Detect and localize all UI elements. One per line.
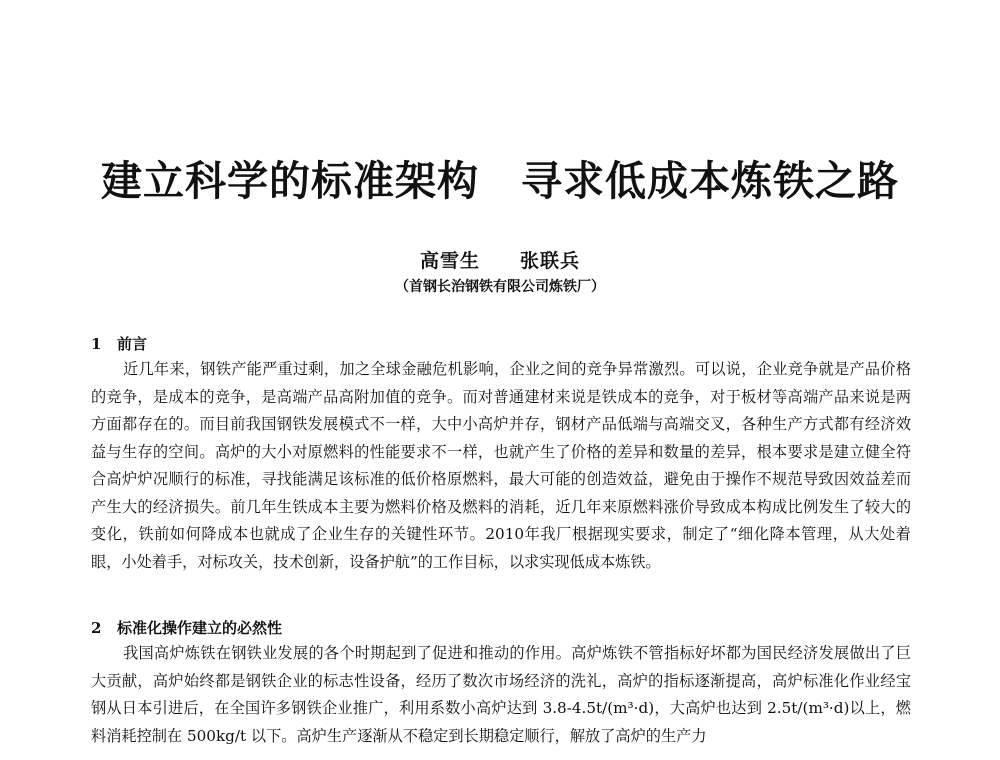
article-title: 建立科学的标准架构 寻求低成本炼铁之路 xyxy=(101,157,899,205)
section-number: 1 xyxy=(91,335,102,353)
affiliation: （首钢长治钢铁有限公司炼铁厂） xyxy=(395,279,605,295)
section-paragraph-2: 我国高炉炼铁在钢铁业发展的各个时期起到了促进和推动的作用。高炉炼铁不管指标好坏都为国民经济发展做出了巨大贡献，高炉始终都是钢铁企业的标志性设备，经历了数次市场经济的洗礼，高炉的指标逐渐提高，高炉标准化作业经宝钢从日本引进后，在全国许多钢铁企业推广，利用系数小高炉达到 3.8-4.5t/(m³·d)，大高炉也达到 2.5t/(m³·d)以上，燃料消耗控制在 500kg/t 以下。高炉生产逐渐从不稳定到长期稳定顺行，解放了高炉的生产力 xyxy=(91,644,911,745)
section-title: 前言 xyxy=(117,335,148,353)
section-heading-1 xyxy=(91,333,147,354)
authors: 高雪生 张联兵 xyxy=(419,250,580,272)
section-paragraph-1: 近几年来，钢铁产能严重过剩，加之全球金融危机影响，企业之间的竞争异常激烈。可以说，企业竞争就是产品价格的竞争，是成本的竞争，是高端产品高附加值的竞争。而对普通建材来说是铁成本的竞争，对于板材等高端产品来说是两方面都存在的。而目前我国钢铁发展模式不一样，大中小高炉并存，钢材产品低端与高端交叉，各种生产方式都有经济效益与生存的空间。高炉的大小对原燃料的性能要求不一样，也就产生了价格的差异和数量的差异，根本要求是建立健全符合高炉炉况顺行的标准，寻找能满足该标准的低价格原燃料，最大可能的创造效益，避免由于操作不规范导致因效益差而产生大的经济损失。前几年生铁成本主要为燃料价格及燃料的消耗，近几年来原燃料涨价导致成本构成比例发生了较大的变化，铁前如何降成本也就成了企业生存的关键性环节。2010年我厂根据现实要求，制定了“细化降本管理，从大处着眼，小处着手，对标攻关，技术创新，设备护航”的工作目标，以求实现低成本炼铁。 xyxy=(91,360,911,571)
section-title: 标准化操作建立的必然性 xyxy=(117,619,283,637)
section-number: 2 xyxy=(91,619,102,637)
section-heading-2 xyxy=(91,617,282,638)
